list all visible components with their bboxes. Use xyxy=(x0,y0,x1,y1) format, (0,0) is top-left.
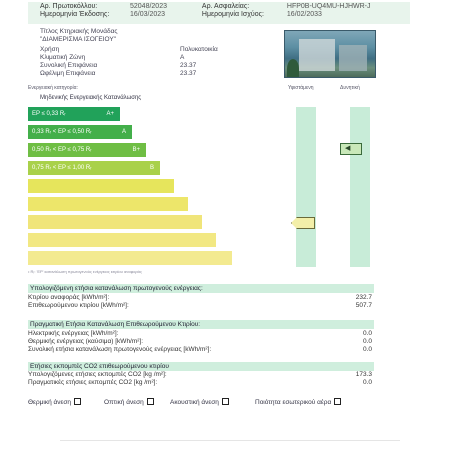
co2-calc-row xyxy=(28,371,374,378)
protocol-value: 52048/2023 xyxy=(130,3,167,10)
co2-calc-value: 173.3 xyxy=(355,371,372,378)
thermal-comfort-label: Θερμική άνεση xyxy=(28,399,72,406)
energy-class-bar xyxy=(28,197,188,211)
exam-building-row xyxy=(28,302,374,309)
energy-class-letter: B+ xyxy=(132,147,140,153)
thermal-label: Θερμικής ενέργειας (καύσιμα) [kWh/m²]: xyxy=(28,338,144,345)
zone-row xyxy=(40,54,185,61)
insurance-label: Αρ. Ασφαλείας: xyxy=(201,3,250,10)
scale-footnote: • Rᵣ: 'ΕP' κατανάλωση πρωτογενούς ενέργειας κτιρίου αναφοράς xyxy=(28,269,142,274)
energy-class-bar xyxy=(28,161,160,175)
electric-value: 0.0 xyxy=(362,330,372,337)
visual-comfort-check xyxy=(104,398,154,406)
energy-class-letter: B xyxy=(149,165,154,171)
column-potential-label: Δυνητική xyxy=(340,85,360,91)
use-value: Πολυκατοικία xyxy=(180,46,218,53)
co2-calc-label: Υπολογιζόμενες ετήσιες εκπομπές CO2 [kg /m²]: xyxy=(28,371,167,378)
total-consumption-label: Συνολική ετήσια κατανάλωση πρωτογενούς ενέργειας [kWh/m²]: xyxy=(28,346,212,353)
energy-class-letter: A xyxy=(121,129,126,135)
zone-label: Κλιματική Ζώνη xyxy=(40,54,86,61)
issue-value: 16/03/2023 xyxy=(130,11,166,18)
use-label: Χρήση xyxy=(40,46,60,53)
energy-class-bar xyxy=(28,125,132,139)
energy-class-bar xyxy=(28,107,120,121)
total-area-label: Συνολική Επιφάνεια xyxy=(40,62,98,69)
electric-label: Ηλεκτρικής ενέργειας [kWh/m²]: xyxy=(28,330,119,337)
thermal-comfort-checkbox[interactable] xyxy=(74,398,81,405)
energy-class-bar xyxy=(28,251,232,265)
useful-area-row xyxy=(40,70,197,77)
category-label: Ενεργειακή κατηγορία: xyxy=(28,85,78,91)
total-consumption-value: 0.0 xyxy=(362,346,372,353)
insurance-value: HFP0B-UQ4MU-HJHWR-J xyxy=(286,3,371,10)
energy-class-range: 0,75 Rᵣ < EP ≤ 1,00 Rᵣ xyxy=(32,165,92,171)
potential-class-marker xyxy=(340,143,362,155)
visual-comfort-label: Οπτική άνεση xyxy=(104,399,144,406)
co2-title: Ετήσιες εκπομπές CO2 επιθεωρούμενου κτιρίου xyxy=(28,362,374,371)
validity-label: Ημερομηνία Ισχύος: xyxy=(201,11,264,18)
co2-actual-row xyxy=(28,379,374,386)
energy-class-letter: A+ xyxy=(106,111,114,117)
air-quality-label: Ποιότητα εσωτερικού αέρα xyxy=(255,399,332,406)
air-quality-checkbox[interactable] xyxy=(334,398,341,405)
energy-class-range: 0,33 Rᵣ < EP ≤ 0,50 Rᵣ xyxy=(32,129,92,135)
thermal-row xyxy=(28,338,374,345)
thermal-comfort-check xyxy=(28,398,81,406)
unit-name: "ΔΙΑΜΕΡΙΣΜΑ ΙΣΟΓΕΙΟΥ" xyxy=(40,36,116,43)
visual-comfort-checkbox[interactable] xyxy=(147,398,154,405)
column-existing-label: Υφιστάμενη xyxy=(288,85,314,91)
co2-actual-value: 0.0 xyxy=(362,379,372,386)
validity-value: 16/02/2033 xyxy=(286,11,322,18)
faint-line xyxy=(60,440,400,441)
exam-building-label: Επιθεωρούμενου κτιρίου [kWh/m²]: xyxy=(28,302,129,309)
existing-column xyxy=(296,107,316,267)
total-area-row xyxy=(40,62,197,69)
issue-label: Ημερομηνία Έκδοσης: xyxy=(40,11,110,18)
electric-row xyxy=(28,330,374,337)
acoustic-comfort-check xyxy=(170,398,229,406)
total-consumption-row xyxy=(28,346,374,353)
acoustic-comfort-label: Ακουστική άνεση xyxy=(170,399,219,406)
ref-building-label: Κτιρίου αναφοράς [kWh/m²]: xyxy=(28,294,110,301)
use-row xyxy=(40,46,218,53)
energy-class-range: EP ≤ 0,33 Rᵣ xyxy=(32,111,66,117)
energy-class-bar xyxy=(28,215,202,229)
zero-energy-label: Μηδενικής Ενεργειακής Κατανάλωσης xyxy=(40,95,142,101)
energy-class-range: 0,50 Rᵣ < EP ≤ 0,75 Rᵣ xyxy=(32,147,92,153)
acoustic-comfort-checkbox[interactable] xyxy=(222,398,229,405)
ref-building-row xyxy=(28,294,374,301)
building-photo xyxy=(284,30,376,78)
useful-area-label: Ωφέλιμη Επιφάνεια xyxy=(40,70,96,77)
total-area-value: 23.37 xyxy=(180,62,197,69)
useful-area-value: 23.37 xyxy=(180,70,197,77)
ref-building-value: 232.7 xyxy=(355,294,372,301)
header-row-2 xyxy=(40,11,322,18)
actual-consumption-title: Πραγματική Ετήσια Κατανάλωση Επιθεωρούμενου Κτιρίου: xyxy=(28,320,374,329)
unit-title-label: Τίτλος Κτηριακής Μονάδας xyxy=(40,28,118,35)
potential-column xyxy=(350,107,370,267)
exam-building-value: 507.7 xyxy=(355,302,372,309)
energy-class-bar xyxy=(28,143,146,157)
air-quality-check xyxy=(255,398,341,406)
energy-class-bar xyxy=(28,179,174,193)
existing-class-marker xyxy=(291,217,315,229)
protocol-label: Αρ. Πρωτοκόλλου: xyxy=(40,3,98,10)
co2-actual-label: Πραγματικές ετήσιες εκπομπές CO2 [kg /m²]: xyxy=(28,379,158,386)
thermal-value: 0.0 xyxy=(362,338,372,345)
header-row-1 xyxy=(40,3,371,10)
potential-marker-icon: ◀ xyxy=(345,145,351,152)
energy-class-bar xyxy=(28,233,216,247)
primary-energy-title: Υπολογιζόμενη ετήσια κατανάλωση πρωτογενούς ενέργειας: xyxy=(28,284,374,293)
zone-value: Α xyxy=(180,54,185,61)
